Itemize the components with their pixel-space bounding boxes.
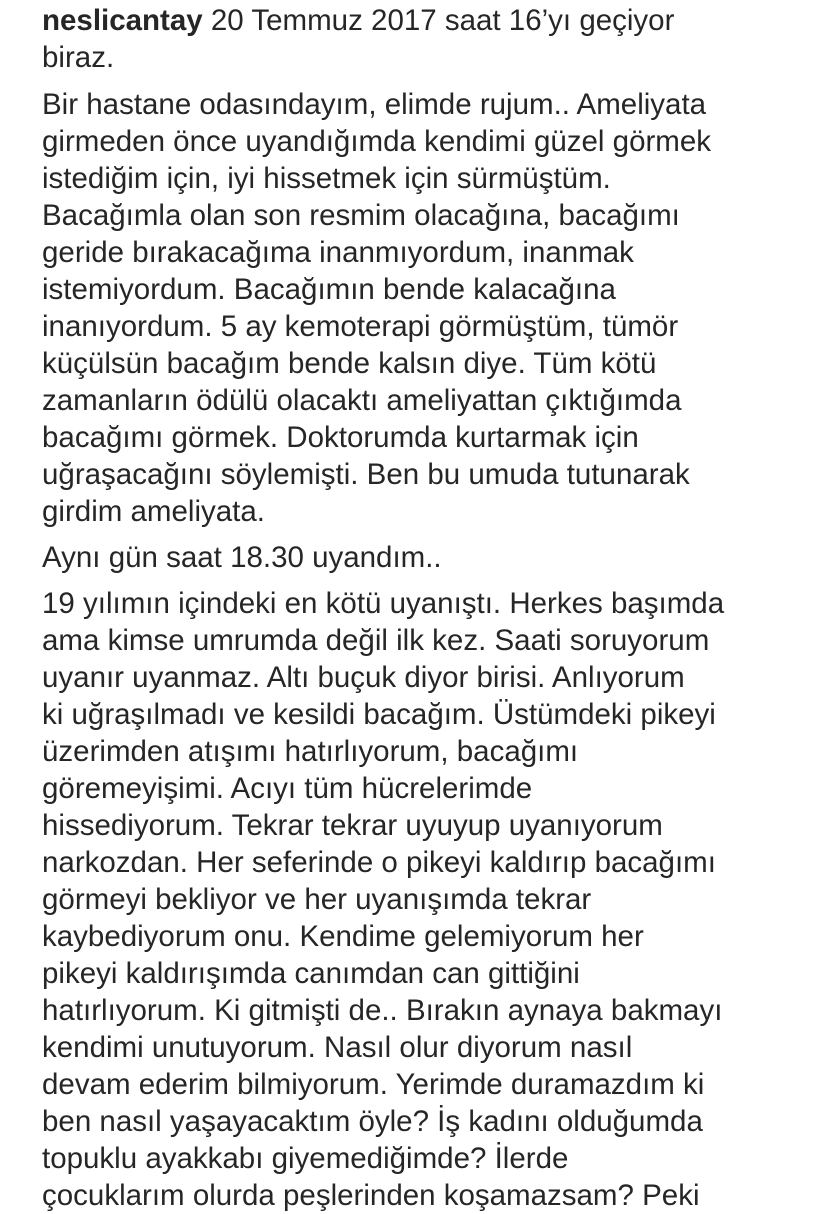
caption-line: üzerimden atışımı hatırlıyorum, bacağımı (42, 735, 579, 768)
caption-line: narkozdan. Her seferinde o pikeyi kaldırıp bacağımı (42, 846, 716, 879)
caption-line: kaybediyorum onu. Kendime gelemiyorum her (42, 920, 644, 953)
caption-header (42, 2, 832, 76)
caption-paragraph (42, 86, 832, 530)
caption-line: ama kimse umrumda değil ilk kez. Saati soruyorum (42, 624, 710, 657)
caption-header-line: biraz. (42, 41, 115, 74)
caption-line: görmeyi bekliyor ve her uyanışımda tekrar (42, 883, 592, 916)
caption-header-line (42, 2, 832, 39)
caption-line: devam ederim bilmiyorum. Yerimde duramazdım ki (42, 1068, 705, 1101)
caption-line: Bacağımla olan son resmim olacağına, bacağımı (42, 199, 680, 232)
caption-line: 19 yılımın içindeki en kötü uyanıştı. Herkes başımda (42, 587, 725, 620)
caption-line: girmeden önce uyandığımda kendimi güzel görmek (42, 125, 712, 158)
caption-line: hissediyorum. Tekrar tekrar uyuyup uyanıyorum (42, 809, 663, 842)
instagram-caption (42, 0, 832, 1214)
caption-line: ben nasıl yaşayacaktım öyle? İş kadını olduğumda (42, 1105, 703, 1138)
caption-line: istemiyordum. Bacağımın bende kalacağına (42, 273, 616, 306)
caption-line: kendimi unutuyorum. Nasıl olur diyorum nasıl (42, 1031, 633, 1064)
caption-line: Bir hastane odasındayım, elimde rujum.. Ameliyata (42, 88, 707, 121)
caption-header-text: 20 Temmuz 2017 saat 16’yı geçiyor (202, 4, 675, 37)
caption-line: çocuklarım olurda peşlerinden koşamazsam? Peki (42, 1179, 700, 1212)
caption-paragraph (42, 585, 832, 1214)
caption-line: göremeyişimi. Acıyı tüm hücrelerimde (42, 772, 533, 805)
caption-line: topuklu ayakkabı giyemediğimde? İlerde (42, 1142, 569, 1175)
caption-line: uyanır uyanmaz. Altı buçuk diyor birisi. Anlıyorum (42, 661, 685, 694)
caption-line: istediğim için, iyi hissetmek için sürmüştüm. (42, 162, 611, 195)
caption-line: uğraşacağını söylemişti. Ben bu umuda tutunarak (42, 458, 690, 491)
username-link[interactable]: neslicantay (42, 4, 203, 37)
caption-line: Aynı gün saat 18.30 uyandım.. (42, 541, 442, 574)
caption-line: pikeyi kaldırışımda canımdan can gittiğini (42, 957, 580, 990)
caption-line: geride bırakacağıma inanmıyordum, inanmak (42, 236, 634, 269)
caption-line: inanıyordum. 5 ay kemoterapi görmüştüm, tümör (42, 310, 679, 343)
caption-line: küçülsün bacağım bende kalsın diye. Tüm kötü (42, 347, 657, 380)
caption-line: ki uğraşılmadı ve kesildi bacağım. Üstümdeki pikeyi (42, 698, 716, 731)
caption-line: girdim ameliyata. (42, 495, 265, 528)
caption-line: zamanların ödülü olacaktı ameliyattan çıktığımda (42, 384, 682, 417)
caption-paragraph (42, 539, 832, 576)
caption-line: bacağımı görmek. Doktorumda kurtarmak için (42, 421, 639, 454)
caption-line: hatırlıyorum. Ki gitmişti de.. Bırakın aynaya bakmayı (42, 994, 723, 1027)
